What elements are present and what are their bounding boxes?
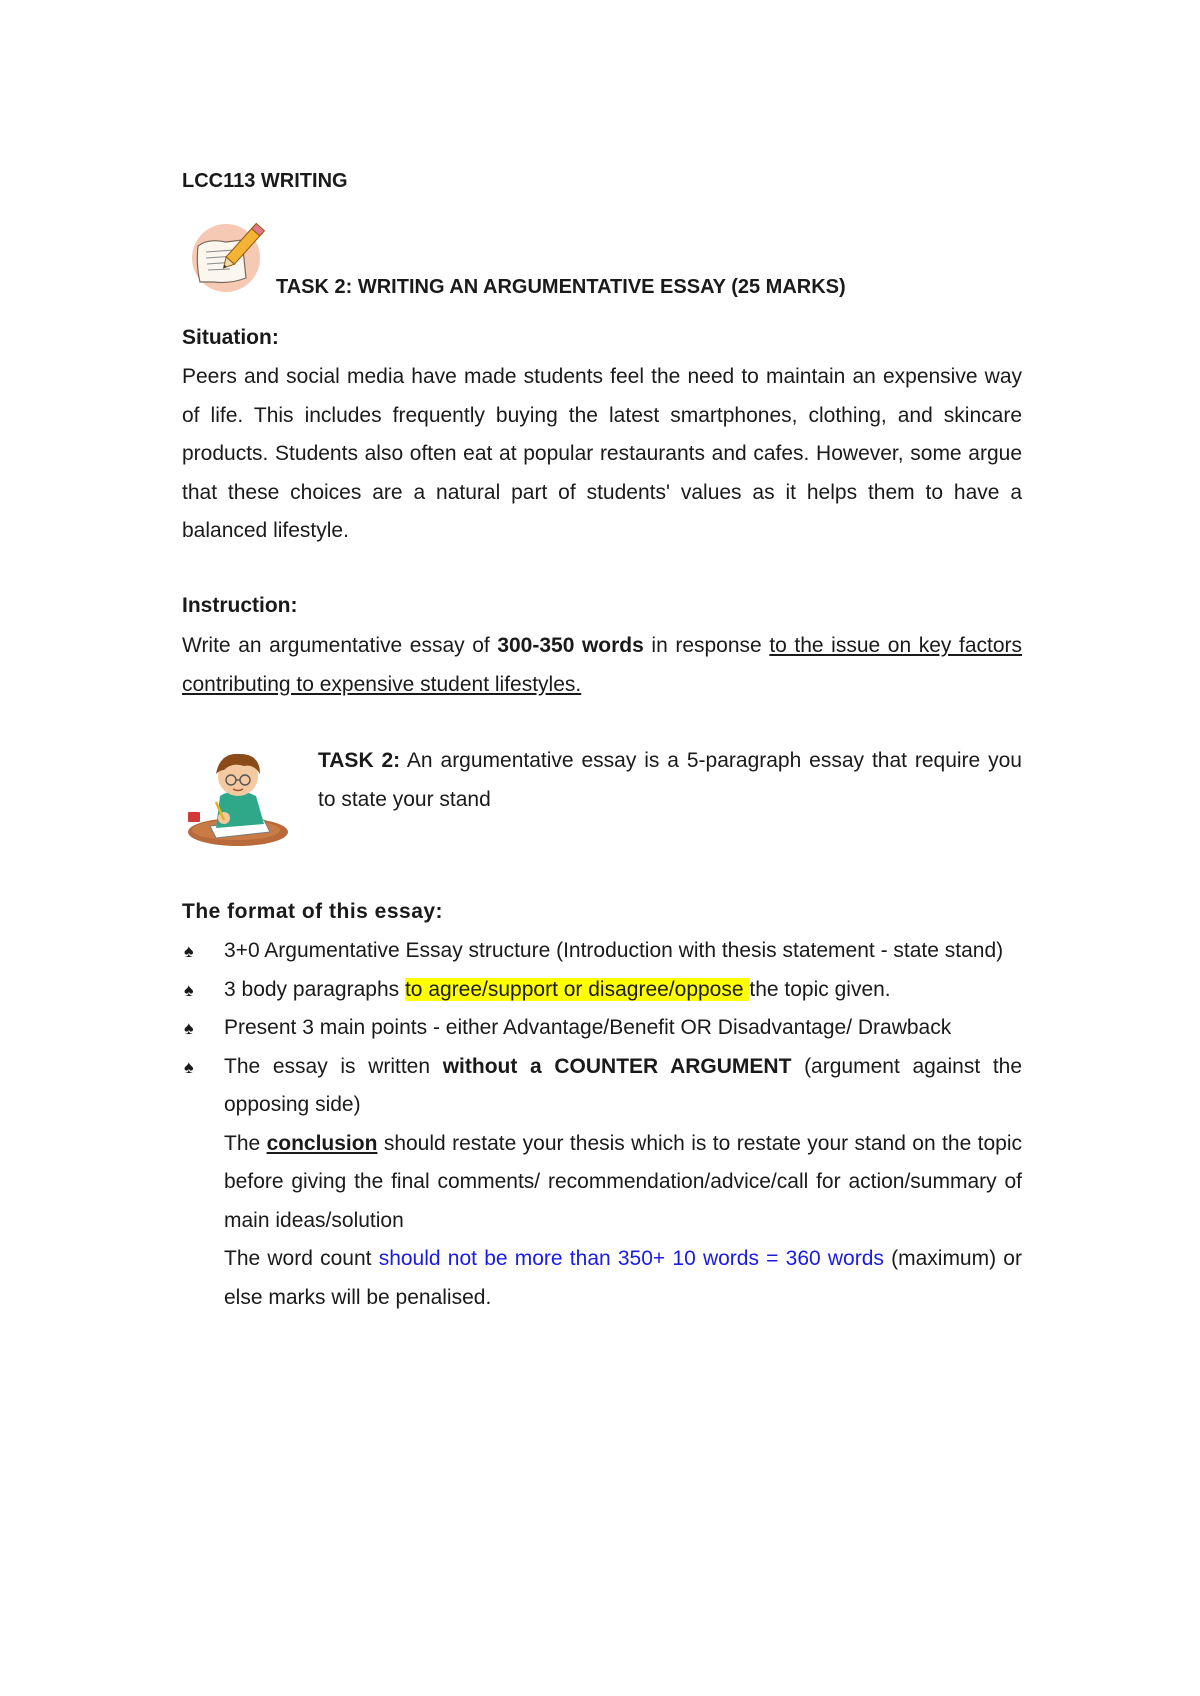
list-item-text — [224, 1240, 1022, 1317]
format-label: The format of this essay: — [182, 900, 444, 923]
list-item-text-start: The essay is written — [224, 1054, 443, 1078]
list-item-text-end: should restate your thesis which is to restate your stand on the topic before giving the final comments/ recommendation/advice/call for action/summary of main ideas/solution — [224, 1131, 1022, 1232]
conclusion-term: conclusion — [266, 1131, 378, 1155]
boy-writing-icon — [180, 740, 288, 852]
list-item-text-start: 3 body paragraphs — [224, 977, 405, 1001]
bold-text: without a COUNTER ARGUMENT — [442, 1054, 792, 1078]
list-item-text — [224, 1125, 1022, 1241]
spade-bullet-icon: ♠ — [184, 1018, 194, 1038]
instruction-topic: to the issue on key factors contributing to expensive student lifestyles. — [182, 634, 1023, 696]
list-item — [182, 1125, 1022, 1241]
list-item-text — [224, 971, 1022, 1010]
situation-paragraph: Peers and social media have made students feel the need to maintain an expensive way of life. This includes frequently buying the latest smartphones, clothing, and skincare products. Students also often eat at popular restaurants and cafes. However, some argue that these choices are a natural part of students' values as it helps them to have a balanced lifestyle. — [182, 365, 1022, 542]
pencil-paper-icon — [186, 218, 270, 294]
word-range: 300-350 words — [497, 634, 644, 657]
blue-text: should not be more than 350+ 10 words = 360 words — [378, 1247, 884, 1270]
task-note — [318, 742, 1022, 819]
list-item — [182, 971, 1022, 1010]
instruction-text-mid: in response — [643, 634, 770, 657]
list-item-text: Present 3 main points - either Advantage/Benefit OR Disadvantage/ Drawback — [224, 1016, 952, 1039]
task-note-label: TASK 2: — [318, 749, 401, 772]
list-item — [182, 1240, 1022, 1317]
list-item-text-end: (argument against the opposing side) — [224, 1054, 1023, 1116]
situation-label: Situation: — [182, 326, 279, 349]
list-item-text-start: The word count — [224, 1247, 379, 1270]
list-item — [182, 932, 1022, 971]
task-note-text: An argumentative essay is a 5-paragraph essay that require you to state your stand — [318, 749, 1022, 811]
spade-bullet-icon: ♠ — [184, 941, 194, 961]
instruction-paragraph — [182, 627, 1022, 704]
list-item-text-end: the topic given. — [749, 977, 891, 1001]
instruction-label: Instruction: — [182, 594, 298, 617]
list-item-text: 3+0 Argumentative Essay structure (Introduction with thesis statement - state stand) — [224, 939, 1004, 962]
course-title: LCC113 WRITING — [182, 170, 348, 192]
list-item-text-start: The — [224, 1131, 267, 1155]
spade-bullet-icon: ♠ — [184, 1056, 194, 1077]
instruction-text-start: Write an argumentative essay of — [182, 634, 498, 657]
spade-bullet-icon: ♠ — [184, 979, 194, 1000]
highlighted-text: to agree/support or disagree/oppose — [404, 977, 750, 1001]
list-item-text-end: (maximum) or else marks will be penalised. — [224, 1247, 1022, 1309]
list-item — [182, 1009, 1022, 1048]
task-heading: TASK 2: WRITING AN ARGUMENTATIVE ESSAY (25 MARKS) — [276, 276, 846, 298]
list-item-text — [224, 1048, 1022, 1125]
list-item — [182, 1048, 1022, 1125]
format-list — [182, 932, 1022, 1317]
